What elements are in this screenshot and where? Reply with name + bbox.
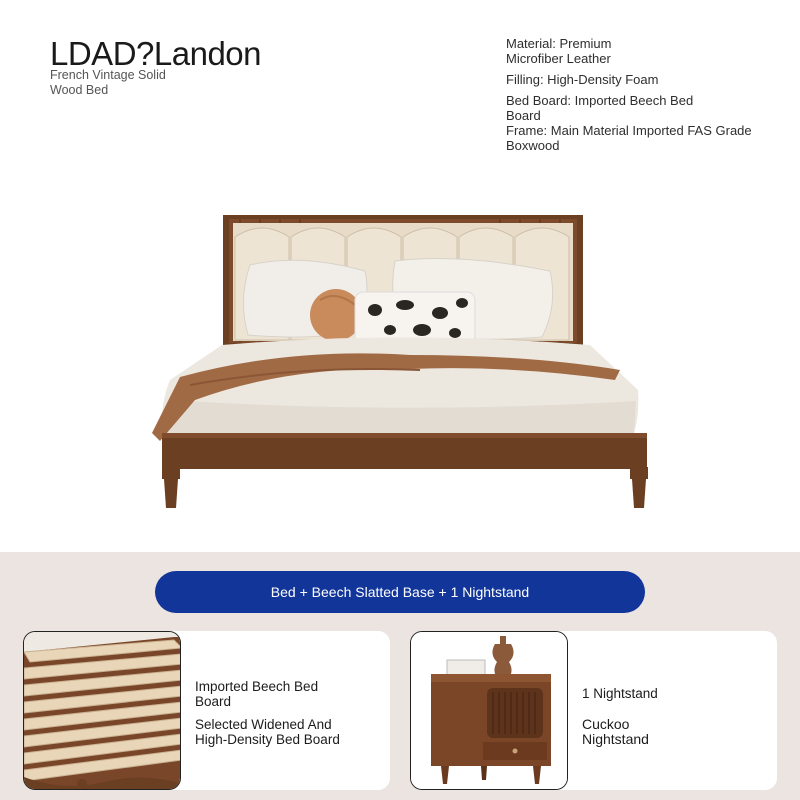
spec-list (506, 36, 796, 159)
package-option-button[interactable] (155, 571, 645, 613)
brand-header (50, 36, 290, 98)
package-option-label: Bed + Beech Slatted Base + 1 Nightstand (270, 584, 530, 600)
package-panel (0, 552, 800, 800)
spec-material: Material: Premium Microfiber Leather (506, 36, 612, 66)
card-title: Imported Beech Bed Board (195, 679, 319, 709)
brand-title: LDAD?Landon (50, 35, 261, 72)
bed-product-image (150, 205, 650, 515)
slatted-base-icon (23, 631, 181, 790)
card-title: 1 Nightstand (582, 686, 658, 701)
spec-bed-board: Bed Board: Imported Beech Bed Board (506, 93, 694, 123)
slatted-base-card (23, 631, 390, 790)
card-description: Selected Widened And High-Density Bed Board (195, 717, 340, 747)
bed-illustration (150, 205, 650, 515)
nightstand-icon (410, 631, 568, 790)
spec-filling: Filling: High-Density Foam (506, 72, 659, 87)
spec-frame: Frame: Main Material Imported FAS Grade Boxwood (506, 123, 752, 153)
nightstand-card (410, 631, 777, 790)
card-description: Cuckoo Nightstand (582, 716, 649, 747)
brand-subtitle: French Vintage Solid Wood Bed (50, 68, 166, 97)
